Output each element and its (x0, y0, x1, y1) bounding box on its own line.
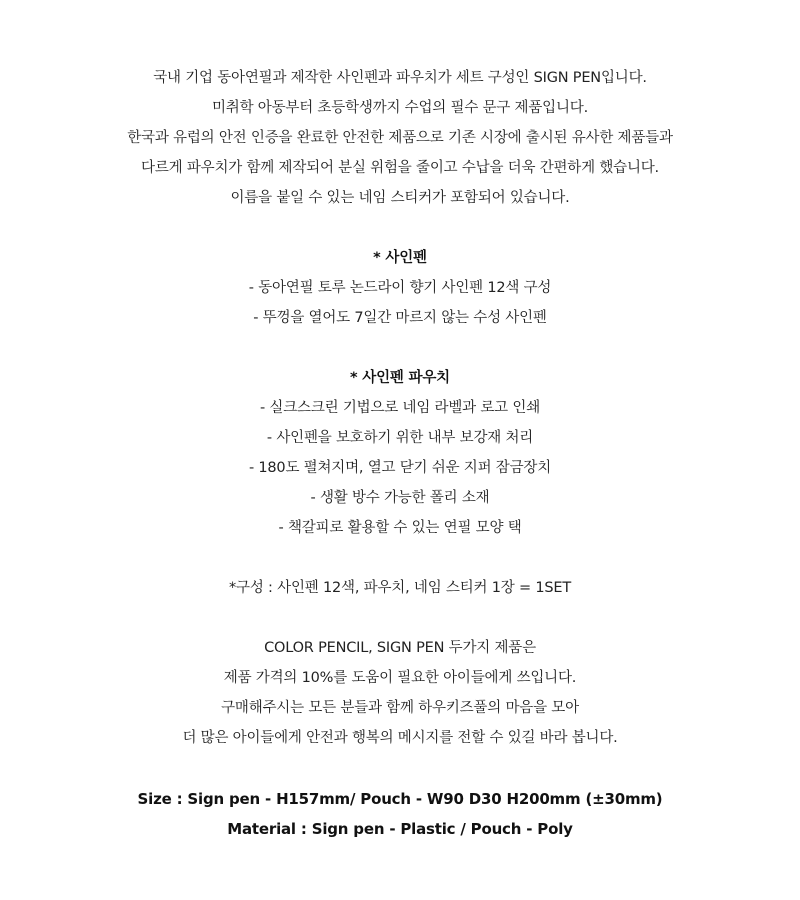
material-spec: Material : Sign pen - Plastic / Pouch - Poly (227, 820, 573, 838)
sign-pen-item-2: - 뚜껑을 열어도 7일간 마르지 않는 수성 사인펜 (253, 310, 547, 326)
pouch-item-5: - 책갈피로 활용할 수 있는 연필 모양 택 (278, 520, 522, 536)
intro-line-2: 미취학 아동부터 초등학생까지 수업의 필수 문구 제품입니다. (211, 100, 589, 116)
donation-line-1: COLOR PENCIL, SIGN PEN 두가지 제품은 (264, 640, 536, 656)
pouch-item-4: - 생활 방수 가능한 폴리 소재 (310, 490, 490, 506)
sign-pen-item-1: - 동아연필 토루 논드라이 향기 사인펜 12색 구성 (248, 280, 552, 296)
sign-pen-heading: * 사인펜 (373, 250, 427, 266)
intro-line-5: 이름을 붙일 수 있는 네임 스티커가 포함되어 있습니다. (230, 190, 570, 206)
donation-line-3: 구매해주시는 모든 분들과 함께 하우키즈풀의 마음을 모아 (221, 700, 579, 716)
intro-line-3: 한국과 유럽의 안전 인증을 완료한 안전한 제품으로 기존 시장에 출시된 유사한 제품들과 (127, 130, 673, 146)
composition-line: *구성 : 사인펜 12색, 파우치, 네임 스티커 1장 = 1SET (228, 580, 571, 596)
donation-line-2: 제품 가격의 10%를 도움이 필요한 아이들에게 쓰입니다. (223, 670, 577, 686)
pouch-item-2: - 사인펜을 보호하기 위한 내부 보강재 처리 (266, 430, 534, 446)
intro-line-4: 다르게 파우치가 함께 제작되어 분실 위험을 줄이고 수납을 더욱 간편하게 했습니다. (141, 160, 659, 176)
pouch-item-1: - 실크스크린 기법으로 네임 라벨과 로고 인쇄 (259, 400, 540, 416)
intro-line-1: 국내 기업 동아연필과 제작한 사인펜과 파우치가 세트 구성인 SIGN PEN입니다. (153, 70, 647, 86)
pouch-heading: * 사인펜 파우치 (350, 370, 450, 386)
size-spec: Size : Sign pen - H157mm/ Pouch - W90 D30 H200mm (±30mm) (137, 790, 663, 808)
donation-line-4: 더 많은 아이들에게 안전과 행복의 메시지를 전할 수 있길 바라 봅니다. (182, 730, 618, 746)
pouch-item-3: - 180도 펼쳐지며, 열고 닫기 쉬운 지퍼 잠금장치 (248, 460, 552, 476)
